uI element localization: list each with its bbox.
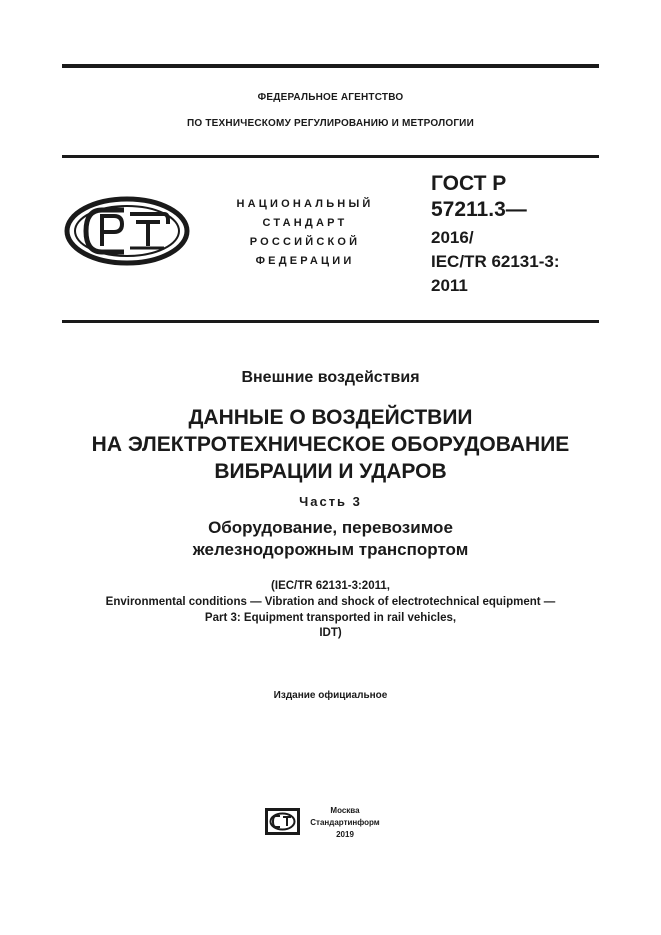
- iec-reference-line-2: Environmental conditions — Vibration and shock of electrotechnical equipment —: [105, 596, 556, 608]
- publisher-year: 2019: [336, 830, 354, 839]
- rst-logo-icon: [64, 196, 190, 266]
- part-title-line-2: железнодорожным транспортом: [192, 540, 469, 559]
- publisher-name: Стандартинформ: [310, 818, 380, 827]
- national-line-4: ФЕДЕРАЦИИ: [255, 255, 355, 267]
- title-line-3: ВИБРАЦИИ И УДАРОВ: [214, 460, 447, 483]
- iec-reference-line-4: IDT): [319, 627, 342, 639]
- part-label: Часть 3: [299, 494, 362, 509]
- iec-reference-line-1: (IEC/TR 62131-3:2011,: [271, 580, 390, 592]
- document-subtitle: Внешние воздействия: [241, 369, 420, 386]
- middle-rule: [62, 155, 599, 158]
- national-line-2: СТАНДАРТ: [262, 217, 348, 229]
- designation-line-1: ГОСТ Р: [431, 172, 507, 195]
- agency-line-2: ПО ТЕХНИЧЕСКОМУ РЕГУЛИРОВАНИЮ И МЕТРОЛОГИИ: [187, 118, 474, 129]
- edition-label: Издание официальное: [273, 690, 388, 701]
- publisher-city: Москва: [330, 806, 360, 815]
- designation-line-4: IEC/TR 62131-3:: [431, 252, 560, 271]
- designation-line-5: 2011: [431, 276, 468, 295]
- designation-line-2: 57211.3—: [431, 198, 527, 221]
- national-line-3: РОССИЙСКОЙ: [249, 236, 361, 248]
- agency-line-1: ФЕДЕРАЛЬНОЕ АГЕНТСТВО: [257, 92, 404, 103]
- title-line-1: ДАННЫЕ О ВОЗДЕЙСТВИИ: [188, 406, 473, 429]
- standartinform-logo-icon: [265, 808, 300, 835]
- top-rule: [62, 64, 599, 68]
- iec-reference-line-3: Part 3: Equipment transported in rail vehicles,: [204, 612, 457, 624]
- bottom-rule: [62, 320, 599, 323]
- designation-line-3: 2016/: [431, 228, 474, 247]
- national-line-1: НАЦИОНАЛЬНЫЙ: [236, 198, 374, 210]
- part-title-line-1: Оборудование, перевозимое: [208, 518, 453, 537]
- title-line-2: НА ЭЛЕКТРОТЕХНИЧЕСКОЕ ОБОРУДОВАНИЕ: [91, 433, 570, 456]
